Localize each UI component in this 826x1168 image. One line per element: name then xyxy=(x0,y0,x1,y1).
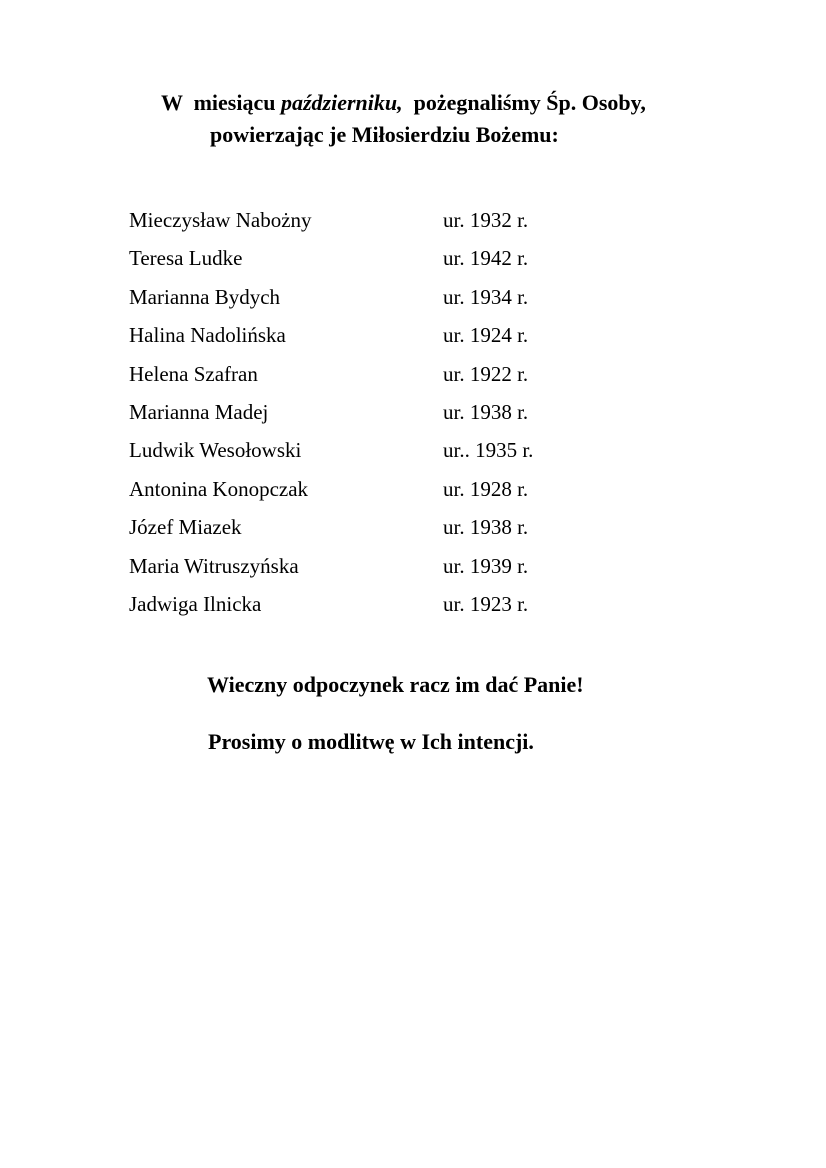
heading-suffix: pożegnaliśmy Śp. Osoby, xyxy=(402,90,646,115)
list-item xyxy=(129,399,629,440)
entry-birth-year: ur. 1938 r. xyxy=(443,515,529,540)
closing-prayer: Wieczny odpoczynek racz im dać Panie! xyxy=(207,672,584,697)
list-item xyxy=(129,517,629,555)
entry-birth-year: ur. 1924 r. xyxy=(443,323,529,348)
entry-name: Marianna Bydych xyxy=(129,284,281,309)
closing-request: Prosimy o modlitwę w Ich intencji. xyxy=(208,729,534,754)
list-item xyxy=(129,284,629,325)
entry-birth-year: ur. 1938 r. xyxy=(443,399,529,424)
entry-birth-year: ur. 1942 r. xyxy=(443,246,529,271)
entry-birth-year: ur. 1922 r. xyxy=(443,361,529,386)
list-item xyxy=(129,553,629,594)
entry-name: Helena Szafran xyxy=(129,361,258,386)
entry-name: Ludwik Wesołowski xyxy=(129,438,302,463)
list-item xyxy=(129,591,629,632)
deceased-list xyxy=(129,210,629,632)
entry-name: Jadwiga Ilnicka xyxy=(129,591,262,616)
list-item xyxy=(129,476,629,517)
list-item xyxy=(129,440,629,478)
entry-birth-year: ur. 1923 r. xyxy=(443,591,529,616)
heading-prefix: W miesiącu xyxy=(161,90,281,115)
entry-name: Maria Witruszyńska xyxy=(129,553,299,578)
list-item xyxy=(129,210,629,248)
heading-month: październiku, xyxy=(280,90,403,115)
list-item xyxy=(129,361,629,402)
entry-name: Teresa Ludke xyxy=(129,246,243,271)
entry-name: Halina Nadolińska xyxy=(129,323,286,348)
entry-name: Józef Miazek xyxy=(129,515,242,540)
entry-birth-year: ur. 1932 r. xyxy=(443,208,529,232)
entry-name: Antonina Konopczak xyxy=(129,476,309,501)
entry-name: Mieczysław Nabożny xyxy=(129,208,312,232)
entry-birth-year: ur. 1939 r. xyxy=(443,553,529,578)
entry-name: Marianna Madej xyxy=(129,399,269,424)
list-item xyxy=(129,248,629,286)
heading-line-1 xyxy=(161,92,646,114)
heading-line-2: powierzając je Miłosierdziu Bożemu: xyxy=(210,122,559,147)
entry-birth-year: ur.. 1935 r. xyxy=(443,438,534,463)
list-item xyxy=(129,325,629,363)
entry-birth-year: ur. 1928 r. xyxy=(443,476,529,501)
entry-birth-year: ur. 1934 r. xyxy=(443,284,529,309)
